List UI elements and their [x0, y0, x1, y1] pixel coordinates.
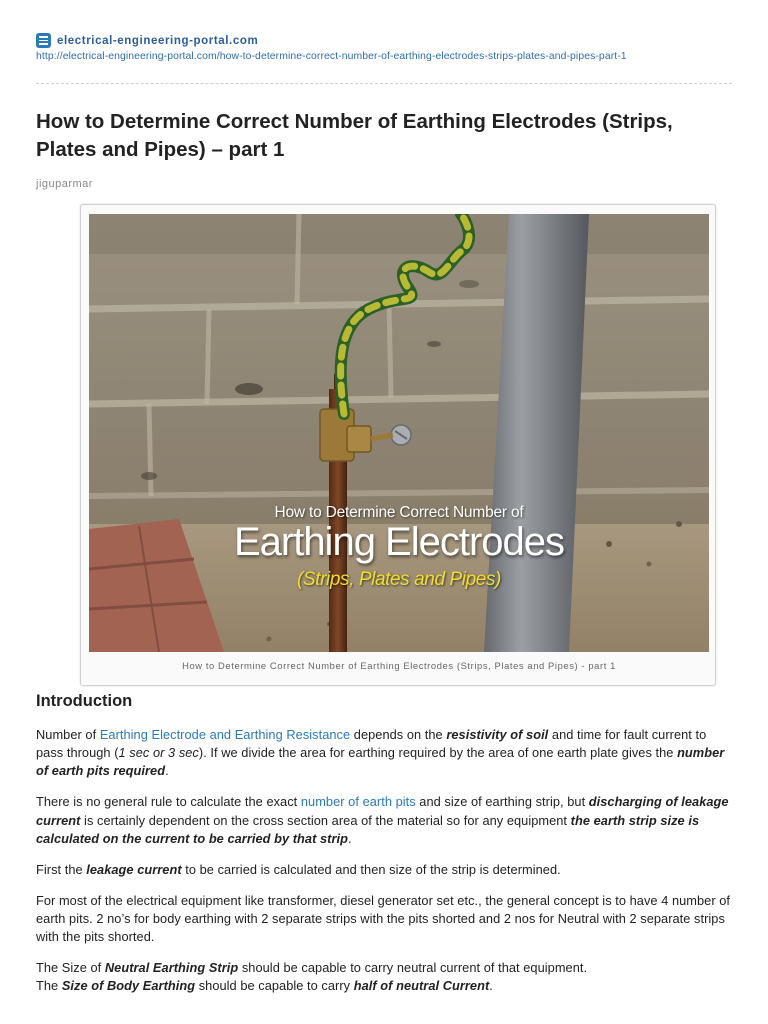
earthing-electrode-link[interactable]: Earthing Electrode and Earthing Resistance	[99, 727, 351, 742]
emphasis: half of neutral Current	[353, 978, 490, 994]
article-title: How to Determine Correct Number of Earthing Electrodes (Strips, Plates and Pipes) – part 1	[36, 110, 673, 161]
emphasis: Size of Body Earthing	[61, 978, 196, 994]
earth-pits-link[interactable]: number of earth pits	[300, 794, 416, 810]
photo-overlay-tagline: (Strips, Plates and Pipes)	[297, 569, 501, 590]
text: Number of	[36, 727, 100, 742]
text: to be carried is calculated and then size of the strip is determined.	[181, 861, 561, 877]
paragraph-1	[36, 726, 736, 781]
text: ). If we divide the area for earthing required by the area of one earth plate gives the	[198, 745, 678, 761]
site-row	[36, 33, 732, 48]
text: There is no general rule to calculate the exact	[36, 794, 301, 810]
text: The	[36, 978, 62, 994]
photo-overlay-title: Earthing Electrodes	[233, 520, 565, 564]
article-photo	[89, 214, 709, 652]
emphasis: discharging of leakage current	[36, 794, 729, 828]
text: .	[489, 978, 493, 994]
article-figure	[80, 204, 716, 686]
text: and size of earthing strip, but	[415, 794, 589, 810]
paragraph-4: For most of the electrical equipment like transformer, diesel generator set etc., the general concept is to have 4 number of earth pits. 2 no’s for body earthing with 2 separate strips with the pits shorted and 2 nos for Neutral with 2 separate strips with the pits shorted.	[36, 892, 731, 945]
paragraph-5	[36, 959, 736, 977]
emphasis: number of earth pits required	[36, 745, 725, 779]
text: First the	[36, 861, 87, 877]
emphasis: resistivity of soil	[446, 727, 549, 742]
text: .	[165, 763, 169, 779]
emphasis: Neutral Earthing Strip	[104, 960, 239, 976]
article-body	[36, 726, 736, 996]
article-list-icon	[36, 33, 51, 48]
header-divider	[36, 83, 732, 84]
paragraph-3	[36, 861, 736, 879]
site-name-link[interactable]: electrical-engineering-portal.com	[57, 34, 259, 47]
paragraph-6	[36, 977, 736, 995]
text: .	[347, 830, 352, 846]
figure-caption: How to Determine Correct Number of Earthing Electrodes (Strips, Plates and Pipes) - part 1	[182, 660, 616, 671]
emphasis: leakage current	[86, 861, 182, 877]
text: should be capable to carry	[195, 978, 354, 994]
text: and time for fault current to pass through (	[36, 727, 707, 761]
paragraph-2	[36, 793, 736, 848]
text: should be capable to carry neutral current of that equipment.	[238, 960, 588, 976]
emphasis: the earth strip size is calculated on the current to be carried by that strip	[36, 812, 700, 846]
text: The Size of	[36, 960, 105, 976]
text: is certainly dependent on the cross section area of the material so for any equipment	[80, 812, 571, 828]
text: depends on the	[350, 727, 447, 742]
article-url-link[interactable]: http://electrical-engineering-portal.com/how-to-determine-correct-number-of-earthing-electrodes-strips-plates-and-pipes-part-1	[36, 51, 627, 62]
section-heading: Introduction	[36, 692, 133, 710]
article-author: jiguparmar	[36, 178, 93, 190]
site-header	[36, 33, 732, 63]
photo-overlay-subtitle: How to Determine Correct Number of	[274, 504, 524, 521]
emphasis: 1 sec or 3 sec	[118, 745, 199, 761]
